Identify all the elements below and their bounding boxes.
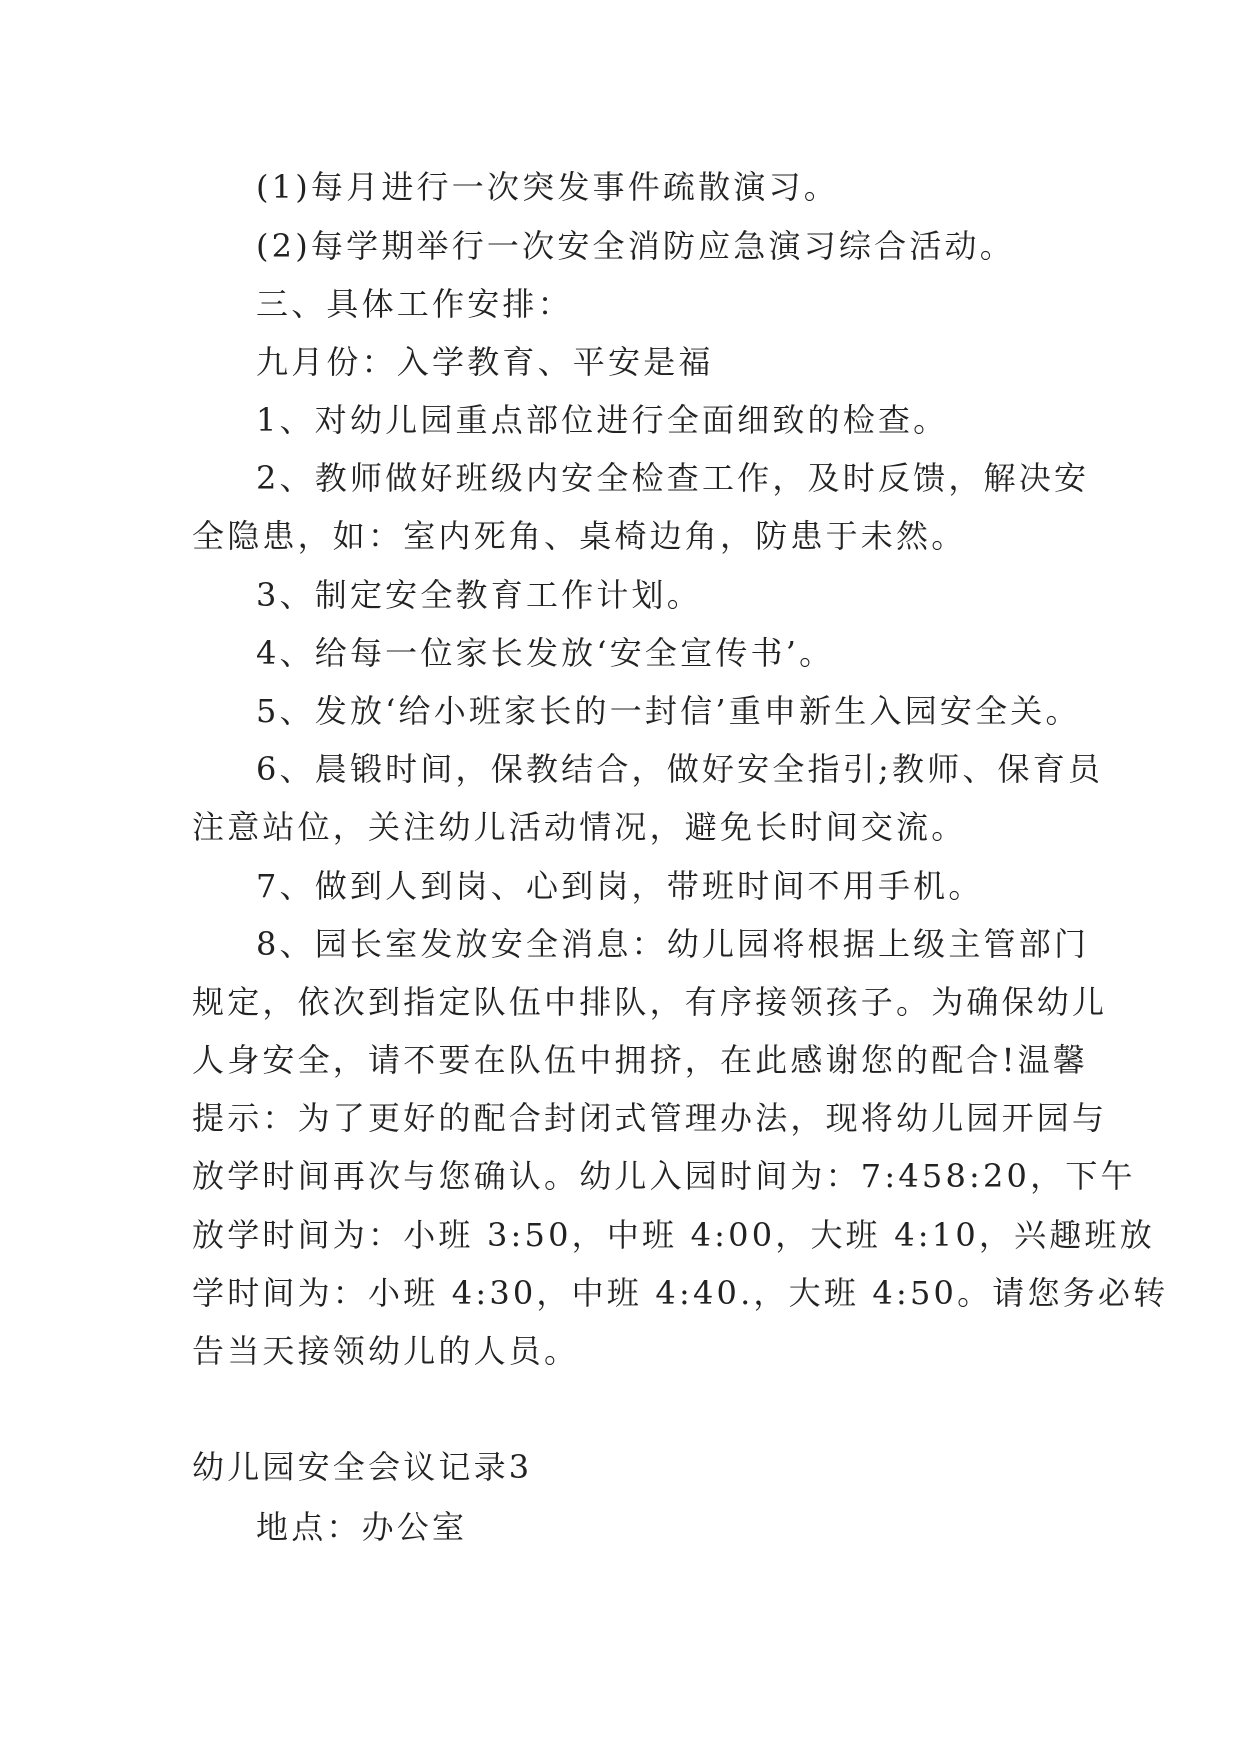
paragraph-line: 放学时间为：小班 3:50，中班 4:00，大班 4:10，兴趣班放 [192, 1216, 1155, 1254]
paragraph-line: 全隐患，如：室内死角、桌椅边角，防患于未然。 [192, 517, 967, 555]
paragraph-line: 6、晨锻时间，保教结合，做好安全指引;教师、保育员 [256, 750, 1104, 788]
paragraph-line: 告当天接领幼儿的人员。 [192, 1332, 580, 1370]
paragraph-line: 7、做到人到岗、心到岗，带班时间不用手机。 [256, 867, 984, 905]
paragraph-line: (2)每学期举行一次安全消防应急演习综合活动。 [256, 227, 1015, 265]
paragraph-line: 2、教师做好班级内安全检查工作，及时反馈，解决安 [256, 459, 1090, 497]
paragraph-line: 4、给每一位家长发放‘安全宣传书’。 [256, 634, 835, 672]
paragraph-line: 规定，依次到指定队伍中排队，有序接领孩子。为确保幼儿 [192, 983, 1108, 1021]
section-title: 幼儿园安全会议记录3 [192, 1448, 533, 1486]
paragraph-line: 提示：为了更好的配合封闭式管理办法，现将幼儿园开园与 [192, 1099, 1108, 1137]
paragraph-line: (1)每月进行一次突发事件疏散演习。 [256, 168, 839, 206]
paragraph-line: 注意站位，关注幼儿活动情况，避免长时间交流。 [192, 808, 967, 846]
paragraph-line: 放学时间再次与您确认。幼儿入园时间为：7:458:20，下午 [192, 1157, 1136, 1195]
paragraph-line: 学时间为：小班 4:30，中班 4:40.，大班 4:50。请您务必转 [192, 1274, 1169, 1312]
paragraph-line: 8、园长室发放安全消息：幼儿园将根据上级主管部门 [256, 925, 1090, 963]
paragraph-line: 3、制定安全教育工作计划。 [256, 576, 702, 614]
location-line: 地点：办公室 [256, 1508, 468, 1546]
paragraph-line: 三、具体工作安排： [256, 285, 573, 323]
paragraph-line: 九月份：入学教育、平安是福 [256, 343, 714, 381]
paragraph-line: 5、发放‘给小班家长的一封信’重申新生入园安全关。 [256, 692, 1081, 730]
paragraph-line: 1、对幼儿园重点部位进行全面细致的检查。 [256, 401, 949, 439]
paragraph-line: 人身安全，请不要在队伍中拥挤，在此感谢您的配合!温馨 [192, 1041, 1089, 1079]
